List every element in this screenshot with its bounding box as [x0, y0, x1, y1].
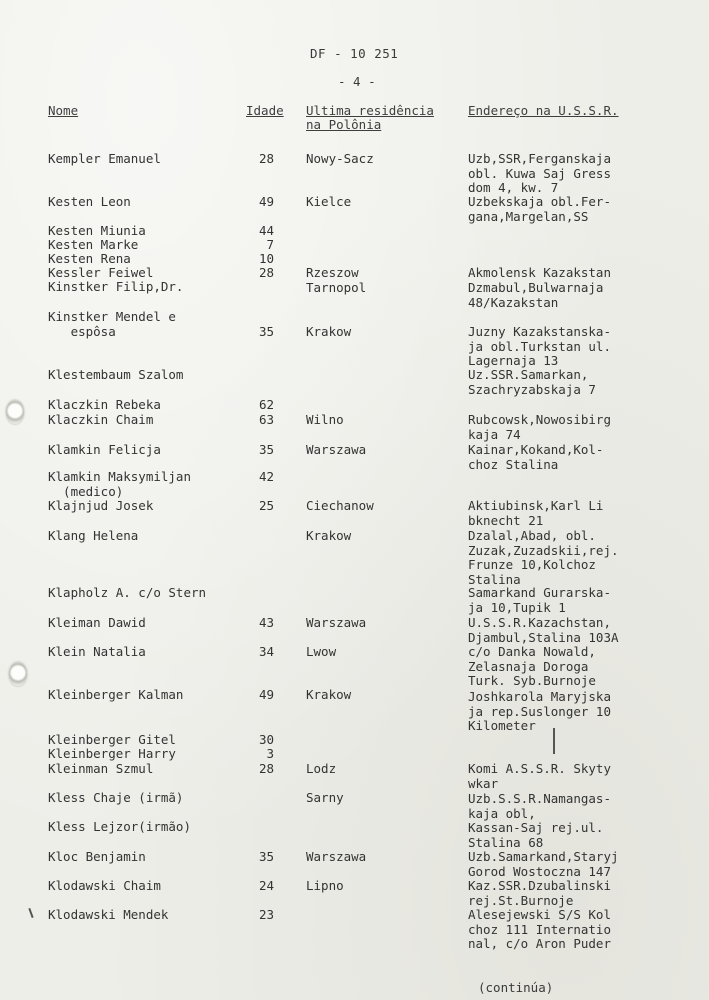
document-number: DF - 10 251 — [310, 46, 399, 61]
punch-hole-upper — [6, 400, 24, 424]
row-name: Kesten Miunia — [48, 223, 146, 238]
row-address: Juzny Kazakstanska- ja obl.Turkstan ul. Lagernaja 13 — [468, 324, 611, 369]
row-age: 35 — [258, 324, 274, 339]
row-name: Kinstker Filip,Dr. — [48, 279, 184, 294]
row-age: 43 — [258, 615, 274, 630]
row-name: Kleinman Szmul — [48, 761, 154, 776]
row-name: Kinstker Mendel e espôsa — [48, 309, 176, 339]
row-age: 28 — [258, 265, 274, 280]
row-residence: Ciechanow — [306, 498, 374, 513]
row-name: Kesten Leon — [48, 194, 131, 209]
row-residence: Rzeszow — [306, 265, 359, 280]
row-residence: Wilno — [306, 412, 344, 427]
row-age: 63 — [258, 412, 274, 427]
row-name: Klestembaum Szalom — [48, 367, 184, 382]
row-residence: Lwow — [306, 644, 337, 659]
row-address: Kaz.SSR.Dzubalinski rej.St.Burnoje — [468, 878, 611, 908]
row-residence: Krakow — [306, 528, 352, 543]
row-age: 49 — [258, 687, 274, 702]
row-name: Kleiman Dawid — [48, 615, 146, 630]
row-age: 25 — [258, 498, 274, 513]
row-name: Kesten Marke — [48, 237, 139, 252]
continues-note: (continúa) — [478, 980, 554, 995]
header-name: Nome — [48, 103, 79, 118]
row-address: Akmolensk Kazakstan — [468, 265, 611, 280]
row-residence: Warszawa — [306, 442, 367, 457]
row-age: 3 — [266, 746, 274, 761]
row-residence: Lodz — [306, 761, 337, 776]
row-name: Kloc Benjamin — [48, 849, 146, 864]
header-residence: Ultima residência na Polônia — [306, 103, 434, 132]
row-name: Klapholz A. c/o Stern — [48, 585, 207, 600]
row-address: Uzbekskaja obl.Fer- gana,Margelan,SS — [468, 194, 611, 224]
row-name: Kless Chaje (irmã) — [48, 790, 184, 805]
row-age: 49 — [258, 194, 274, 209]
row-address: Komi A.S.S.R. Skyty wkar — [468, 761, 611, 791]
row-residence: Warszawa — [306, 615, 367, 630]
row-name: Kempler Emanuel — [48, 151, 161, 166]
row-name: Kless Lejzor(irmão) — [48, 819, 191, 834]
row-address: Uzb.Samarkand,Staryj Gorod Wostoczna 147 — [468, 849, 619, 879]
row-residence: Krakow — [306, 324, 352, 339]
row-name: Kleinberger Harry — [48, 746, 176, 761]
row-name: Klajnjud Josek — [48, 498, 154, 513]
row-residence: Nowy-Sacz — [306, 151, 374, 166]
punch-hole-lower — [9, 662, 27, 686]
row-name: Klodawski Chaim — [48, 878, 161, 893]
row-address: Kainar,Kokand,Kol- choz Stalina — [468, 442, 604, 472]
row-residence: Krakow — [306, 687, 352, 702]
row-age: 7 — [266, 237, 274, 252]
row-address: Uzb.S.S.R.Namangas- kaja obl, — [468, 791, 611, 821]
row-address: c/o Danka Nowald, Zelasnaja Doroga Turk. Syb.Burnoje — [468, 644, 596, 689]
stray-pen-mark — [553, 728, 555, 754]
row-name: Klaczkin Rebeka — [48, 397, 161, 412]
header-address: Endereço na U.S.S.R. — [468, 103, 619, 118]
row-age: 28 — [258, 151, 274, 166]
row-age: 24 — [258, 878, 274, 893]
row-residence: Tarnopol — [306, 280, 367, 295]
row-name: Kleinberger Gitel — [48, 732, 176, 747]
row-name: Klamkin Maksymiljan (medico) — [48, 469, 191, 499]
row-name: Kessler Feiwel — [48, 265, 154, 280]
header-age: Idade — [246, 103, 284, 118]
row-residence: Kielce — [306, 194, 352, 209]
row-age: 42 — [258, 469, 274, 484]
row-name: Kesten Rena — [48, 251, 131, 266]
row-address: Samarkand Gurarska- ja 10,Tupik 1 — [468, 585, 611, 615]
row-name: Kleinberger Kalman — [48, 687, 184, 702]
row-address: Uzb,SSR,Ferganskaja obl. Kuwa Saj Gress dom 4, kw. 7 — [468, 151, 611, 196]
row-age: 34 — [258, 644, 274, 659]
row-age: 10 — [258, 251, 274, 266]
page-number: - 4 - — [338, 74, 376, 89]
row-address: Rubcowsk,Nowosibirg kaja 74 — [468, 412, 611, 442]
row-age: 35 — [258, 442, 274, 457]
row-address: Kassan-Saj rej.ul. Stalina 68 — [468, 820, 604, 850]
row-age: 30 — [258, 732, 274, 747]
row-age: 35 — [258, 849, 274, 864]
row-address: U.S.S.R.Kazachstan, Djambul,Stalina 103A — [468, 615, 619, 645]
row-residence: Lipno — [306, 878, 344, 893]
row-age: 23 — [258, 907, 274, 922]
row-name: Klein Natalia — [48, 644, 146, 659]
row-address: Uz.SSR.Samarkan, Szachryzabskaja 7 — [468, 367, 596, 397]
row-residence: Warszawa — [306, 849, 367, 864]
stray-mark — [28, 908, 33, 918]
row-residence: Sarny — [306, 790, 344, 805]
row-name: Klaczkin Chaim — [48, 412, 154, 427]
row-address: Alesejewski S/S Kol choz 111 Internatio nal, c/o Aron Puder — [468, 907, 611, 952]
row-name: Klodawski Mendek — [48, 907, 169, 922]
row-address: Aktiubinsk,Karl Li bknecht 21 — [468, 498, 604, 528]
row-address: Dzalal,Abad, obl. Zuzak,Zuzadskii,rej. Frunze 10,Kolchoz Stalina — [468, 528, 619, 587]
row-age: 44 — [258, 223, 274, 238]
row-age: 62 — [258, 397, 274, 412]
row-name: Klang Helena — [48, 528, 139, 543]
row-name: Klamkin Felicja — [48, 442, 161, 457]
row-address: Dzmabul,Bulwarnaja 48/Kazakstan — [468, 280, 604, 310]
row-address: Joshkarola Maryjska ja rep.Suslonger 10 Kilometer — [468, 689, 611, 734]
row-age: 28 — [258, 761, 274, 776]
